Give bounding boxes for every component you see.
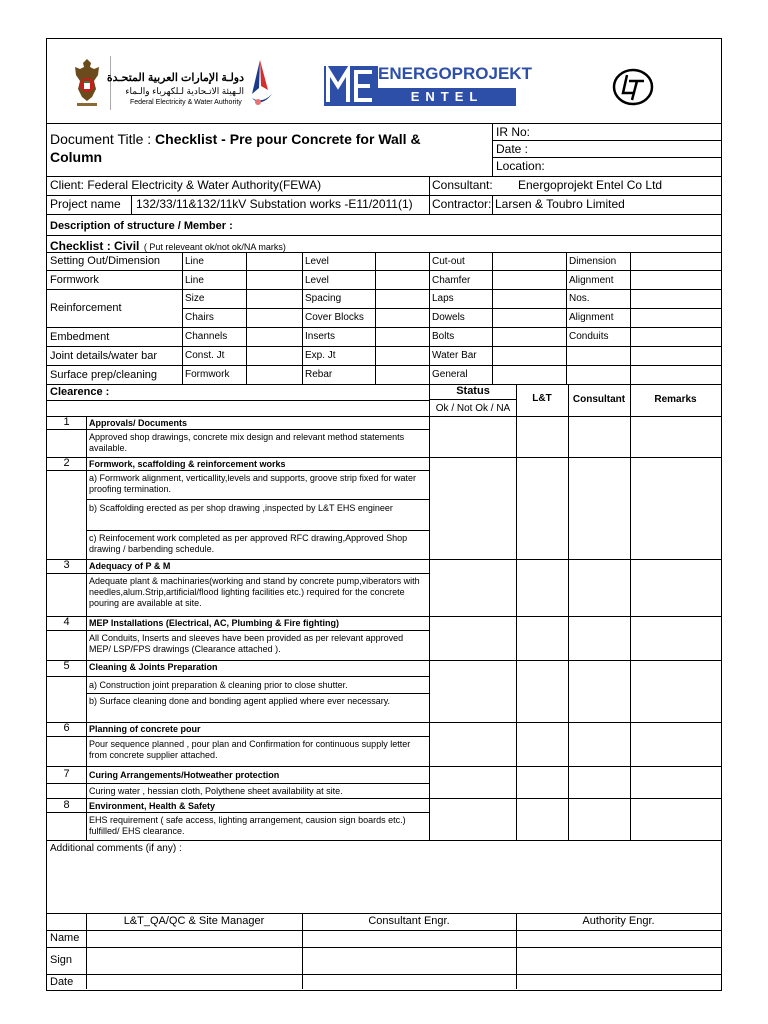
checklist-item: Formwork (185, 369, 230, 380)
checklist-row-surface-prep: Surface prep/cleaning (50, 369, 158, 381)
checklist-item: Water Bar (432, 350, 477, 361)
status-header: Status (456, 385, 490, 397)
item-description: b) Surface cleaning done and bonding agent applied where ever necessary. (89, 696, 391, 706)
location-label: Location: (496, 159, 545, 173)
checklist-item: Inserts (305, 331, 336, 342)
document-title-value-cont: Column (50, 149, 103, 165)
contractor-value: Larsen & Toubro Limited (495, 197, 625, 211)
checklist-item: Alignment (569, 312, 614, 323)
document-title-label: Document Title : (50, 131, 156, 147)
item-description: c) Reinfocement work completed as per approved RFC drawing,Approved Shop drawing / barbending schedule. (89, 533, 408, 554)
checklist-item: Chairs (185, 312, 214, 323)
checklist-item: Nos. (569, 293, 590, 304)
consultant-label: Consultant: (432, 178, 493, 192)
checklist-item: Const. Jt (185, 350, 225, 361)
checklist-item: Dimension (569, 256, 617, 267)
uae-emblem-icon (72, 55, 102, 111)
project-value: 132/33/11&132/11kV Substation works -E11/2011(1) (136, 197, 413, 211)
item-number: 1 (63, 416, 70, 428)
checklist-item: Level (305, 275, 329, 286)
item-title: Cleaning & Joints Preparation (89, 662, 218, 672)
additional-comments-field[interactable] (47, 856, 721, 913)
item-title: Planning of concrete pour (89, 724, 201, 734)
item-number: 2 (63, 457, 70, 469)
item-description: a) Construction joint preparation & cleaning prior to close shutter. (89, 680, 348, 690)
ir-no-label: IR No: (496, 125, 531, 139)
checklist-note: ( Put releveant ok/not ok/NA marks) (143, 242, 286, 252)
checklist-item: Spacing (305, 293, 342, 304)
checklist-title-text: Checklist : Civil (50, 239, 140, 253)
entel-label: ENTEL (410, 89, 484, 104)
fewa-arabic-subtitle: الـهيئة الاتـحادية لـلكهرباء والـماء (125, 86, 244, 96)
checklist-item: Bolts (432, 331, 455, 342)
consultant-header: Consultant (572, 394, 626, 405)
item-title: MEP Installations (Electrical, AC, Plumbing & Fire fighting) (89, 618, 340, 628)
item-description: b) Scaffolding erected as per shop drawing ,inspected by L&T EHS engineer (89, 503, 393, 513)
checklist-item: Dowels (432, 312, 465, 323)
item-title: Environment, Health & Safety (89, 801, 216, 811)
remarks-header: Remarks (654, 394, 697, 405)
checklist-item: Level (305, 256, 329, 267)
fewa-english-name: Federal Electricity & Water Authority (130, 99, 242, 106)
checklist-item: Rebar (305, 369, 333, 380)
checklist-row-formwork: Formwork (50, 274, 99, 286)
checklist-item: Laps (432, 293, 454, 304)
energoprojekt-logo-icon (324, 66, 378, 106)
fewa-arabic-title: دولـة الإمارات العربية المتحـدة (106, 72, 244, 84)
item-description: a) Formwork alignment, verticallity,levels and supports, groove strip fixed for water proofing termination. (89, 473, 416, 494)
checklist-row-reinforcement: Reinforcement (50, 302, 122, 314)
checklist-item: General (432, 369, 468, 380)
checklist-item: Conduits (569, 331, 609, 342)
item-description: Curing water , hessian cloth, Polythene sheet availability at site. (89, 786, 343, 796)
checklist-item: Cut-out (432, 256, 465, 267)
clearance-label: Clearence : (50, 386, 110, 398)
item-description: Pour sequence planned , pour plan and Confirmation for continuous supply letter from concrete supplier attached. (89, 739, 411, 760)
signoff-name-label: Name (50, 932, 80, 944)
item-title: Curing Arrangements/Hotweather protection (89, 770, 280, 780)
project-label: Project name (50, 197, 121, 211)
checklist-item: Line (185, 275, 204, 286)
checklist-item: Exp. Jt (305, 350, 336, 361)
signoff-sign-label: Sign (50, 954, 73, 966)
signoff-date-label: Date (50, 976, 74, 988)
lt-logo-icon (612, 66, 654, 108)
checklist-item: Cover Blocks (305, 312, 364, 323)
fewa-logo-icon (246, 58, 276, 114)
lt-header: L&T (532, 393, 552, 404)
item-number: 5 (63, 660, 70, 672)
item-number: 7 (63, 768, 70, 780)
item-description: Approved shop drawings, concrete mix design and relevant method statements available. (89, 432, 405, 453)
checklist-row-joint-details: Joint details/water bar (50, 350, 157, 362)
checklist-item: Alignment (569, 275, 614, 286)
signoff-lt-header: L&T_QA/QC & Site Manager (123, 915, 265, 927)
item-number: 4 (63, 616, 70, 628)
item-description: EHS requirement ( safe access, lighting arrangement, causion sign boards etc.) fulfilled/ EHS clearance. (89, 815, 406, 836)
checklist-item: Chamfer (432, 275, 471, 286)
document-title (50, 130, 488, 166)
signoff-authority-header: Authority Engr. (582, 915, 655, 927)
item-number: 8 (63, 799, 70, 811)
item-number: 3 (63, 559, 70, 571)
client-label: Client: Federal Electricity & Water Authority(FEWA) (50, 178, 322, 192)
checklist-item: Size (185, 293, 205, 304)
checklist-row-setting-out: Setting Out/Dimension (50, 255, 161, 267)
item-title: Approvals/ Documents (89, 418, 188, 428)
item-title: Adequacy of P & M (89, 561, 171, 571)
checklist-item: Line (185, 256, 204, 267)
consultant-value: Energoprojekt Entel Co Ltd (518, 178, 663, 192)
checklist-row-embedment: Embedment (50, 331, 110, 343)
item-description: All Conduits, Inserts and sleeves have been provided as per relevant approved MEP/ LSP/FPS drawings (Clearance attached ). (89, 633, 404, 654)
document-title-value: Checklist - Pre pour Concrete for Wall & (155, 131, 421, 147)
date-label: Date : (496, 142, 529, 156)
signoff-consultant-header: Consultant Engr. (368, 915, 450, 927)
item-title: Formwork, scaffolding & reinforcement works (89, 459, 286, 469)
status-subheader: Ok / Not Ok / NA (435, 403, 511, 414)
energoprojekt-name: ENERGOPROJEKT (378, 64, 532, 83)
checklist-item: Channels (185, 331, 228, 342)
structure-label: Description of structure / Member : (50, 220, 233, 232)
contractor-label: Contractor: (432, 197, 492, 211)
item-description: Adequate plant & machinaries(working and stand by concrete pump,viberators with needles,alum.Strip,artificial/flood lighting facilities etc.) required for the concrete pouring are available at site. (89, 576, 420, 608)
additional-comments-label: Additional comments (if any) : (50, 843, 182, 854)
item-number: 6 (63, 722, 70, 734)
